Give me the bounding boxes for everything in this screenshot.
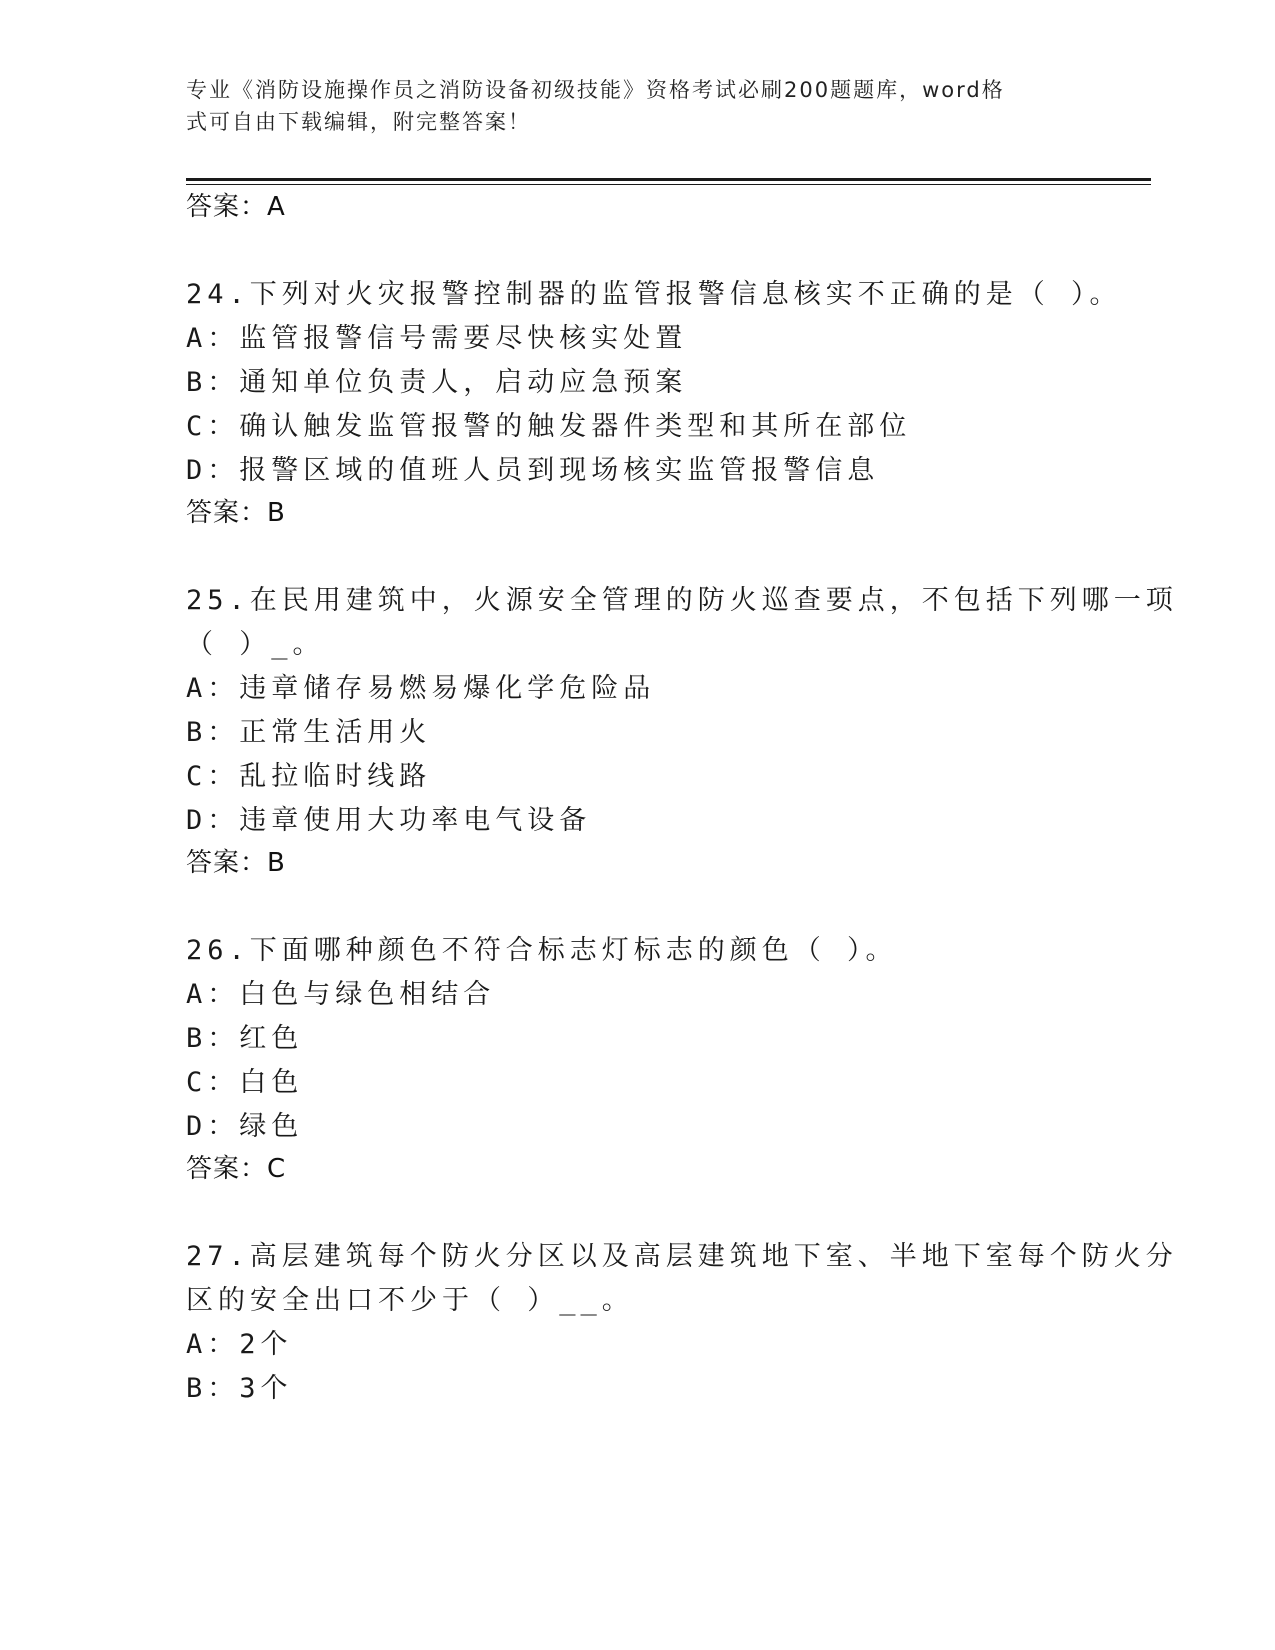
question-25-option-b: B：正常生活用火 xyxy=(186,717,432,748)
question-25-option-a: A：违章储存易燃易爆化学危险品 xyxy=(186,673,656,704)
question-26-option-d: D：绿色 xyxy=(186,1111,304,1142)
question-26-option-b: B：红色 xyxy=(186,1023,304,1054)
question-25-option-d: D：违章使用大功率电气设备 xyxy=(186,805,592,836)
question-27-option-b: B：3个 xyxy=(186,1373,293,1404)
question-27-option-a: A：2个 xyxy=(186,1329,293,1360)
question-26-answer: 答案：C xyxy=(186,1154,287,1184)
document-header xyxy=(186,74,1066,138)
header-line-2: 式可自由下载编辑，附完整答案！ xyxy=(186,110,531,134)
header-divider-thin xyxy=(186,184,1151,185)
question-24-option-b: B：通知单位负责人，启动应急预案 xyxy=(186,367,688,398)
question-24-option-a: A：监管报警信号需要尽快核实处置 xyxy=(186,323,688,354)
question-25-option-c: C：乱拉临时线路 xyxy=(186,761,432,792)
question-26-option-c: C：白色 xyxy=(186,1067,304,1098)
question-26-option-a: A：白色与绿色相结合 xyxy=(186,979,496,1010)
question-25-stem-line-1: 25.在民用建筑中，火源安全管理的防火巡查要点，不包括下列哪一项 xyxy=(186,585,1178,616)
question-25-stem-line-2: （ ）_。 xyxy=(186,629,325,660)
header-divider-thick xyxy=(186,178,1151,181)
question-24-answer: 答案：B xyxy=(186,498,286,528)
question-27-stem-line-1: 27.高层建筑每个防火分区以及高层建筑地下室、半地下室每个防火分 xyxy=(186,1241,1178,1272)
header-line-1: 专业《消防设施操作员之消防设备初级技能》资格考试必刷200题题库，word格 xyxy=(186,78,1005,102)
question-27-stem-line-2: 区的安全出口不少于（ ）__。 xyxy=(186,1285,634,1316)
previous-answer: 答案：A xyxy=(186,192,286,222)
question-24-option-c: C：确认触发监管报警的触发器件类型和其所在部位 xyxy=(186,411,912,442)
question-26-stem: 26.下面哪种颜色不符合标志灯标志的颜色（ ）。 xyxy=(186,935,898,966)
question-24-option-d: D：报警区域的值班人员到现场核实监管报警信息 xyxy=(186,455,880,486)
question-24-stem: 24.下列对火灾报警控制器的监管报警信息核实不正确的是（ ）。 xyxy=(186,279,1122,310)
question-25-answer: 答案：B xyxy=(186,848,286,878)
